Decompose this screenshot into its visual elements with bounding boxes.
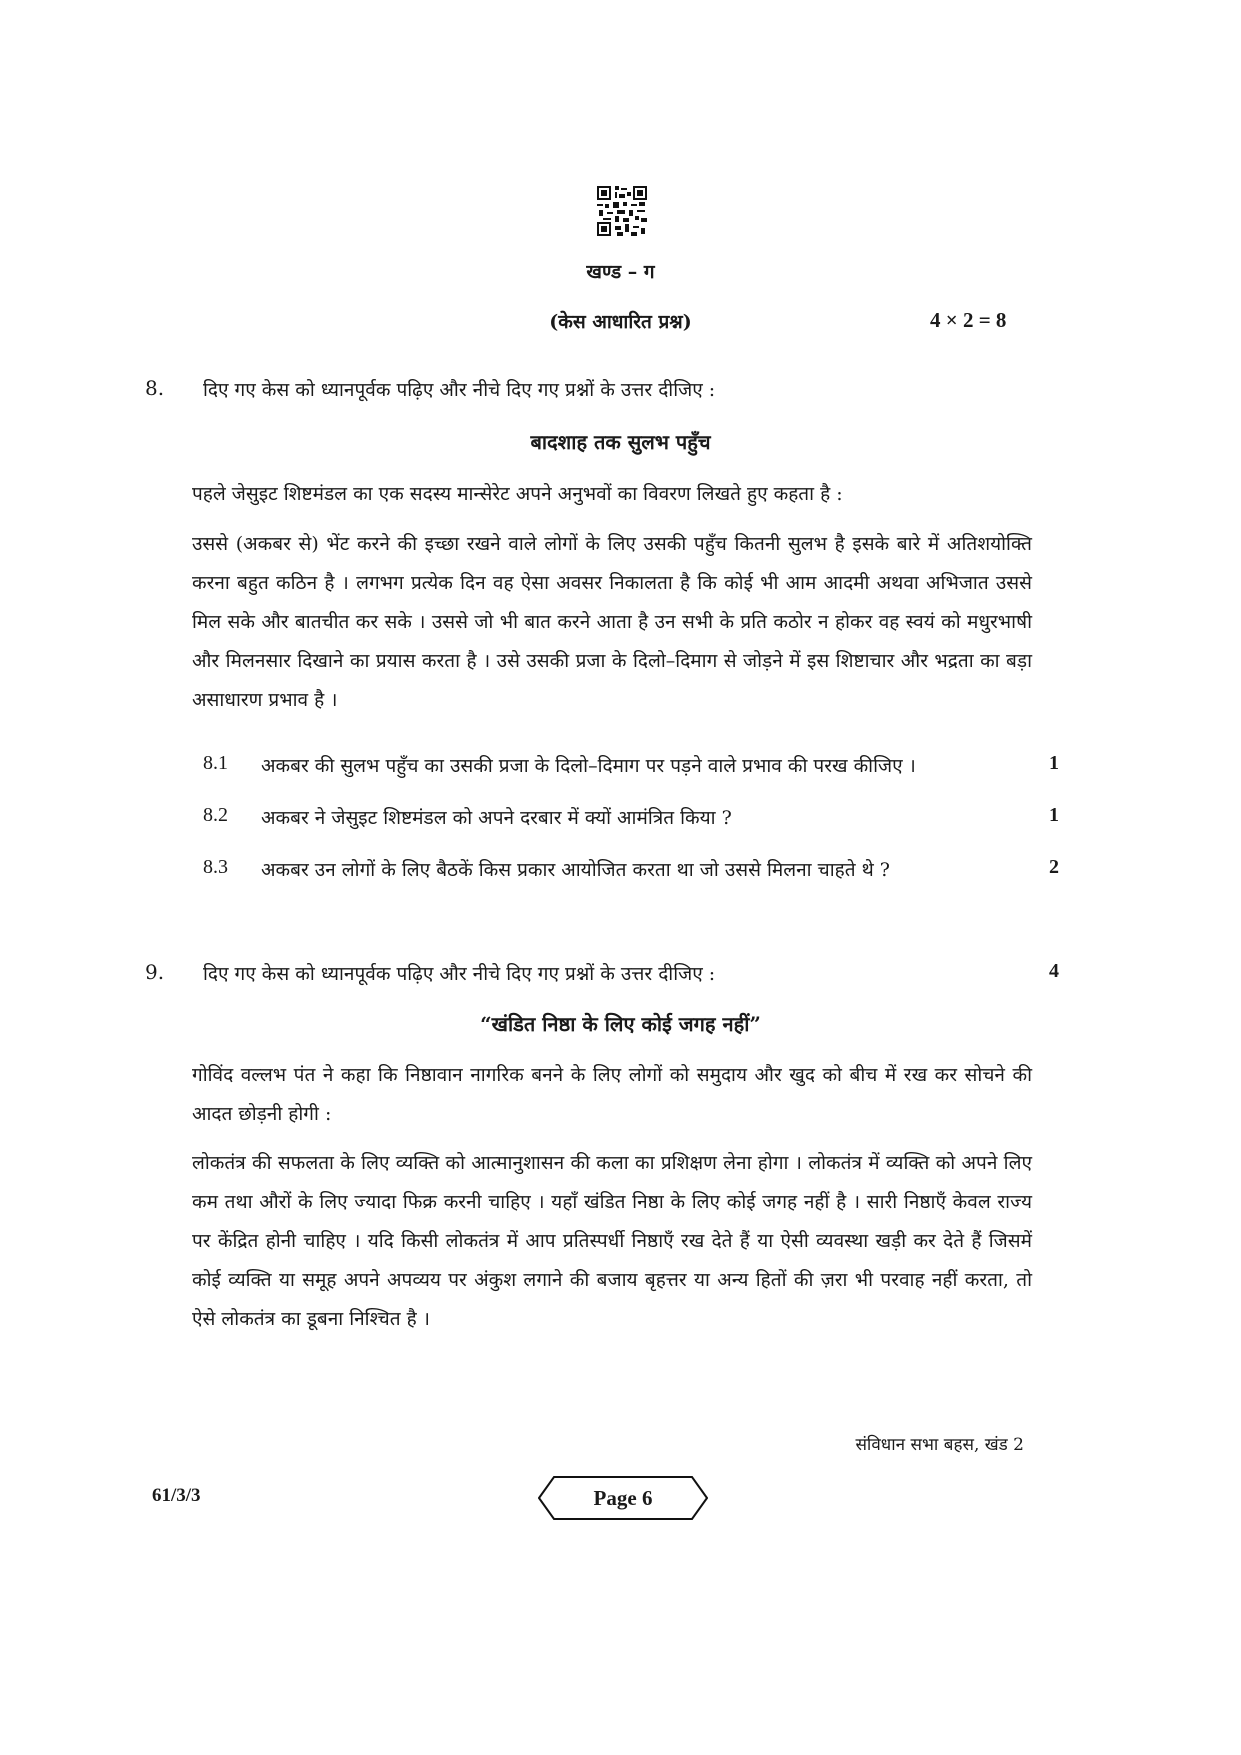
question-instruction: दिए गए केस को ध्यानपूर्वक पढ़िए और नीचे दिए गए प्रश्नों के उत्तर दीजिए : [203, 963, 716, 985]
case-passage: लोकतंत्र की सफलता के लिए व्यक्ति को आत्मानुशासन की कला का प्रशिक्षण लेना होगा । लोकतंत्र में व्यक्ति को अपने लिए कम तथा औरों के लिए ज्यादा फिक्र करनी चाहिए । यहाँ खंडित निष्ठा के लिए कोई जगह नहीं है । सारी निष्ठाएँ केवल राज्य पर केंद्रित होनी चाहिए । यदि किसी लोकतंत्र में आप प्रतिस्पर्धी निष्ठाएँ रख देते हैं या ऐसी व्यवस्था खड़ी कर देते हैं जिसमें कोई व्यक्ति या समूह अपने अपव्यय पर अंकुश लगाने की बजाय बृहत्तर या अन्य हितों की ज़रा भी परवाह नहीं करता, तो ऐसे लोकतंत्र का डूबना निश्चित है । [192, 1152, 1032, 1330]
case-intro: पहले जेसुइट शिष्टमंडल का एक सदस्य मान्सेरेट अपने अनुभवों का विवरण लिखते हुए कहता है : [192, 483, 843, 505]
question-number: 9. [145, 960, 165, 984]
sub-question-number: 8.2 [203, 804, 228, 826]
sub-question-marks: 1 [1049, 752, 1059, 774]
case-intro: गोविंद वल्लभ पंत ने कहा कि निष्ठावान नागरिक बनने के लिए लोगों को समुदाय और खुद को बीच में रख कर सोचने की आदत छोड़नी होगी : [192, 1064, 1032, 1125]
case-heading: “खंडित निष्ठा के लिए कोई जगह नहीं” [480, 1012, 761, 1036]
sub-question-number: 8.1 [203, 752, 228, 774]
case-label: (केस आधारित प्रश्न) [549, 311, 692, 333]
qr-code-icon [597, 186, 647, 236]
question-number: 8. [145, 376, 165, 400]
sub-question-text: अकबर ने जेसुइट शिष्टमंडल को अपने दरबार में क्यों आमंत्रित किया ? [261, 807, 732, 829]
sub-question-text: अकबर की सुलभ पहुँच का उसकी प्रजा के दिलो–दिमाग पर पड़ने वाले प्रभाव की परख कीजिए । [261, 755, 916, 777]
section-marks: 4 × 2 = 8 [930, 308, 1007, 332]
sub-question-number: 8.3 [203, 856, 228, 878]
sub-question-marks: 1 [1049, 804, 1059, 826]
sub-question-marks: 2 [1049, 856, 1059, 878]
question-instruction: दिए गए केस को ध्यानपूर्वक पढ़िए और नीचे दिए गए प्रश्नों के उत्तर दीजिए : [203, 379, 716, 401]
paper-code: 61/3/3 [152, 1485, 201, 1506]
sub-question-text: अकबर उन लोगों के लिए बैठकें किस प्रकार आयोजित करता था जो उससे मिलना चाहते थे ? [261, 859, 890, 881]
source-citation: संविधान सभा बहस, खंड 2 [855, 1435, 1024, 1455]
question-marks: 4 [1049, 960, 1059, 982]
case-heading: बादशाह तक सुलभ पहुँच [530, 430, 711, 454]
page-number: Page 6 [593, 1486, 653, 1510]
section-title: खण्ड – ग [586, 261, 655, 283]
case-passage: उससे (अकबर से) भेंट करने की इच्छा रखने वाले लोगों के लिए उसकी पहुँच कितनी सुलभ है इसके बारे में अतिशयोक्ति करना बहुत कठिन है । लगभग प्रत्येक दिन वह ऐसा अवसर निकालता है कि कोई भी आम आदमी अथवा अभिजात उससे मिल सके और बातचीत कर सके । उससे जो भी बात करने आता है उन सभी के प्रति कठोर न होकर वह स्वयं को मधुरभाषी और मिलनसार दिखाने का प्रयास करता है । उसे उसकी प्रजा के दिलो–दिमाग से जोड़ने में इस शिष्टाचार और भद्रता का बड़ा असाधारण प्रभाव है । [192, 533, 1032, 711]
